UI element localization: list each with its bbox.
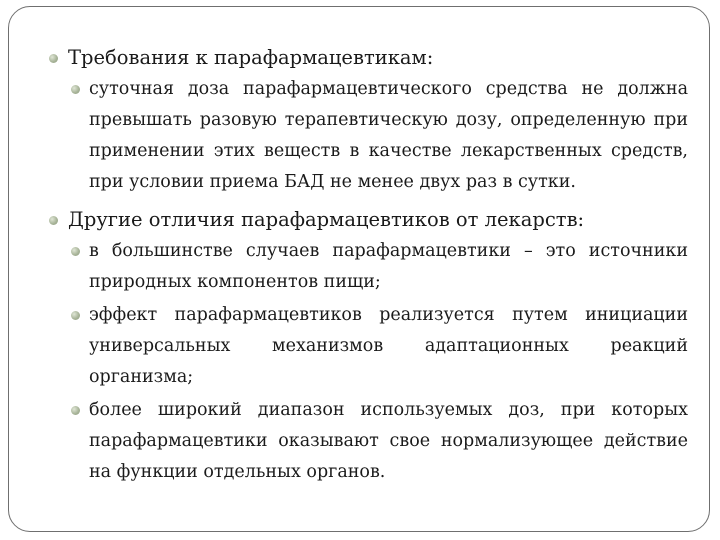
list-item-natural-sources	[71, 236, 688, 298]
heading-other-differences	[48, 206, 688, 234]
heading-requirements-text: Требования к парафармацевтикам:	[68, 46, 434, 69]
heading-requirements	[48, 44, 688, 72]
bullet-icon	[49, 54, 58, 63]
list-item-dose-range	[71, 395, 688, 488]
bullet-icon	[71, 85, 80, 94]
slide-content	[48, 44, 688, 488]
list-item-adaptation-effect-text: эффект парафармацевтиков реализуется путем инициации универсальных механизмов адаптационных реакций организма;	[89, 305, 688, 387]
list-item-daily-dose	[71, 74, 688, 198]
bullet-icon	[71, 247, 80, 256]
bullet-icon	[71, 311, 80, 320]
list-item-dose-range-text: более широкий диапазон используемых доз, при которых парафармацевтики оказывают свое нормализующее действие на функции отдельных органов.	[89, 400, 688, 482]
list-item-adaptation-effect	[71, 300, 688, 393]
list-item-natural-sources-text: в большинстве случаев парафармацевтики – это источники природных компонентов пищи;	[89, 241, 688, 292]
list-item-daily-dose-text: суточная доза парафармацевтического средства не должна превышать разовую терапевтическую дозу, определенную при применении этих веществ в качестве лекарственных средств, при условии приема БАД не менее двух раз в сутки.	[89, 79, 688, 192]
bullet-icon	[49, 216, 58, 225]
heading-other-differences-text: Другие отличия парафармацевтиков от лекарств:	[68, 208, 585, 231]
bullet-icon	[71, 406, 80, 415]
